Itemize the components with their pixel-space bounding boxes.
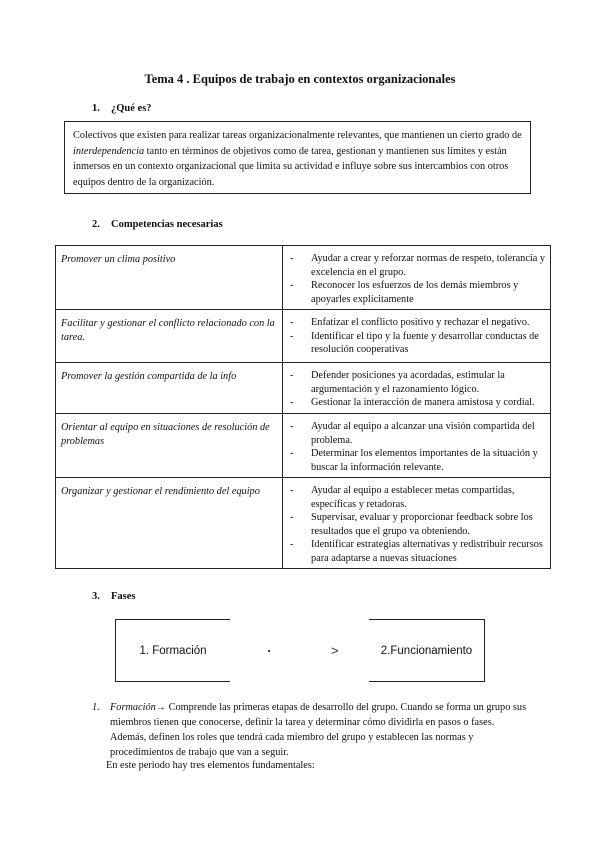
action-item: - Ayudar al equipo a alcanzar una visión compartida del problema. (311, 420, 547, 447)
action-item: - Identificar el tipo y la fuente y desarrollar conductas de resolución cooperativas (311, 330, 547, 357)
competence-actions (283, 478, 551, 569)
section-3-title: Fases (111, 591, 136, 602)
formation-number: 1. (92, 702, 100, 713)
action-item: - Determinar los elementos importantes de la situación y buscar la información relevante. (311, 447, 547, 474)
formation-tail: En este periodo hay tres elementos fundamentales: (106, 760, 315, 771)
connector-dot (268, 650, 270, 652)
action-item: - Identificar estrategias alternativas y redistribuir recursos para adaptarse a nuevas situaciones (311, 538, 547, 565)
competence-name: Promover la gestión compartida de la info (56, 363, 283, 414)
section-2-title: Competencias necesarias (111, 219, 223, 230)
table-row (56, 478, 551, 569)
action-item: - Reconocer los esfuerzos de los demás miembros y apoyarles explícitamente (311, 279, 547, 306)
definition-box (64, 121, 531, 194)
phase-formation-label: 1. Formación (139, 644, 207, 657)
formation-body: Comprende las primeras etapas de desarrollo del grupo. Cuando se forma un grupo sus miembros tienen que conocerse, definir la tarea y determinar cómo dividirla en pasos o fases. Además, definen los roles que tendrá cada miembro del grupo y establecen las normas y procedimientos de trabajo que van a seguir. (110, 702, 527, 758)
formation-paragraph (92, 700, 532, 760)
formation-heading: Formación→ (110, 702, 167, 713)
action-item: - Ayudar a crear y reforzar normas de respeto, tolerancia y excelencia en el grupo. (311, 252, 547, 279)
section-3-heading (92, 591, 136, 602)
competence-name: Organizar y gestionar el rendimiento del equipo (56, 478, 283, 569)
table-row (56, 246, 551, 310)
definition-text-end: tanto en términos de objetivos como de tarea, gestionan y mantienen sus límites y están inmersos en un contexto organizacional que limita su actividad e influye sobre sus intercambios con otros equipos dentro de la organización. (73, 145, 509, 188)
section-1-heading (92, 103, 152, 114)
competence-name: Promover un clima positivo (56, 246, 283, 310)
arrow-right-icon: > (331, 643, 339, 658)
competence-actions (283, 310, 551, 363)
competence-actions (283, 246, 551, 310)
table-row (56, 363, 551, 414)
table-row (56, 414, 551, 478)
competence-name: Facilitar y gestionar el conflicto relacionado con la tarea. (56, 310, 283, 363)
action-item: - Supervisar, evaluar y proporcionar feedback sobre los resultados que el grupo va obteniendo. (311, 511, 547, 538)
document-title: Tema 4 . Equipos de trabajo en contextos organizacionales (144, 72, 456, 86)
action-item: - Defender posiciones ya acordadas, estimular la argumentación y el razonamiento lógico. (311, 369, 547, 396)
section-1-number: 1. (92, 103, 100, 114)
competence-actions (283, 414, 551, 478)
definition-text-start: Colectivos que existen para realizar tareas organizacionalmente relevantes, que mantienen un cierto grado de (73, 130, 522, 141)
action-item: - Gestionar la interacción de manera amistosa y cordial. (311, 396, 547, 410)
phase-formation-box (115, 619, 230, 682)
action-item: - Ayudar al equipo a establecer metas compartidas, específicas y retadoras. (311, 484, 547, 511)
action-item: - Enfatizar el conflicto positivo y rechazar el negativo. (311, 316, 547, 330)
competencies-table (55, 245, 551, 569)
section-2-number: 2. (92, 219, 100, 230)
table-row (56, 310, 551, 363)
competence-actions (283, 363, 551, 414)
section-2-heading (92, 219, 223, 230)
section-3-number: 3. (92, 591, 100, 602)
competence-name: Orientar al equipo en situaciones de resolución de problemas (56, 414, 283, 478)
phase-functioning-box (369, 619, 485, 682)
phase-functioning-label: 2.Funcionamiento (380, 644, 473, 657)
definition-emphasis: interdependencia (73, 145, 145, 157)
section-1-title: ¿Qué es? (111, 103, 152, 114)
